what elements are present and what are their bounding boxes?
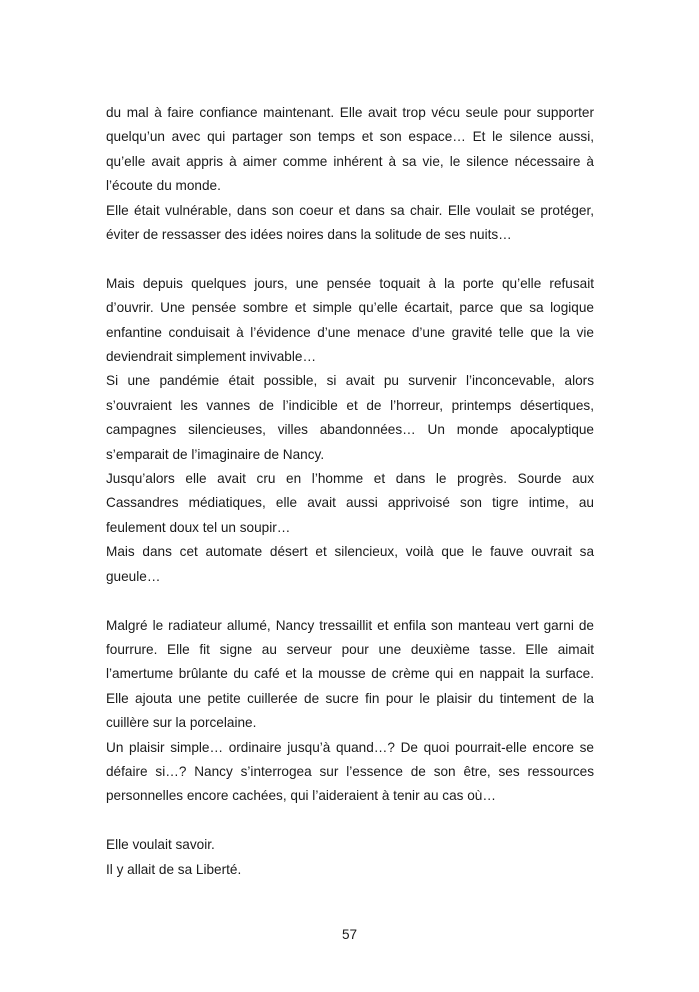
paragraph-7: Malgré le radiateur allumé, Nancy tressaillit et enfila son manteau vert garni de fourrure. Elle fit signe au serveur pour une deuxième tasse. Elle aimait l’amertume brûlante du café et la mousse de crème qui en nappait la surface. Elle ajouta une petite cuillerée de sucre fin pour le plaisir du tintement de la cuillère sur la porcelaine. — [106, 617, 594, 731]
document-body — [106, 101, 594, 882]
page-number: 57 — [341, 927, 358, 942]
paragraph-gap — [106, 809, 594, 833]
paragraph-5: Jusqu’alors elle avait cru en l’homme et dans le progrès. Sourde aux Cassandres médiatiques, elle avait aussi apprivoisé son tigre intime, au feulement doux tel un soupir… — [106, 471, 594, 535]
paragraph-3: Mais depuis quelques jours, une pensée toquait à la porte qu’elle refusait d’ouvrir. Une pensée sombre et simple qu’elle écartait, parce que sa logique enfantine conduisait à l’évidence d’une menace d’une gravité telle que la vie deviendrait simplement invivable… — [106, 275, 594, 365]
paragraph-gap — [106, 247, 594, 271]
paragraph-8: Un plaisir simple… ordinaire jusqu’à quand…? De quoi pourrait-elle encore se défaire si…? Nancy s’interrogea sur l’essence de son être, ses ressources personnelles encore cachées, qui l’aideraient à tenir au cas où… — [106, 739, 594, 804]
paragraph-1: du mal à faire confiance maintenant. Elle avait trop vécu seule pour supporter quelqu’un avec qui partager son temps et son espace… Et le silence aussi, qu’elle avait appris à aimer comme inhérent à sa vie, le silence nécessaire à l’écoute du monde. — [106, 105, 594, 194]
paragraph-9: Elle voulait savoir. — [106, 837, 215, 853]
paragraph-4: Si une pandémie était possible, si avait pu survenir l’inconcevable, alors s’ouvraient les vannes de l’indicible et de l’horreur, printemps désertiques, campagnes silencieuses, villes abandonnées… Un monde apocalyptique s’emparait de l’imaginaire de Nancy. — [106, 373, 594, 462]
paragraph-10: Il y allait de sa Liberté. — [106, 861, 242, 877]
paragraph-6: Mais dans cet automate désert et silencieux, voilà que le fauve ouvrait sa gueule… — [106, 544, 594, 584]
paragraph-2: Elle était vulnérable, dans son coeur et dans sa chair. Elle voulait se protéger, éviter de ressasser des idées noires dans la solitude de ses nuits… — [106, 202, 594, 243]
paragraph-gap — [106, 589, 594, 613]
